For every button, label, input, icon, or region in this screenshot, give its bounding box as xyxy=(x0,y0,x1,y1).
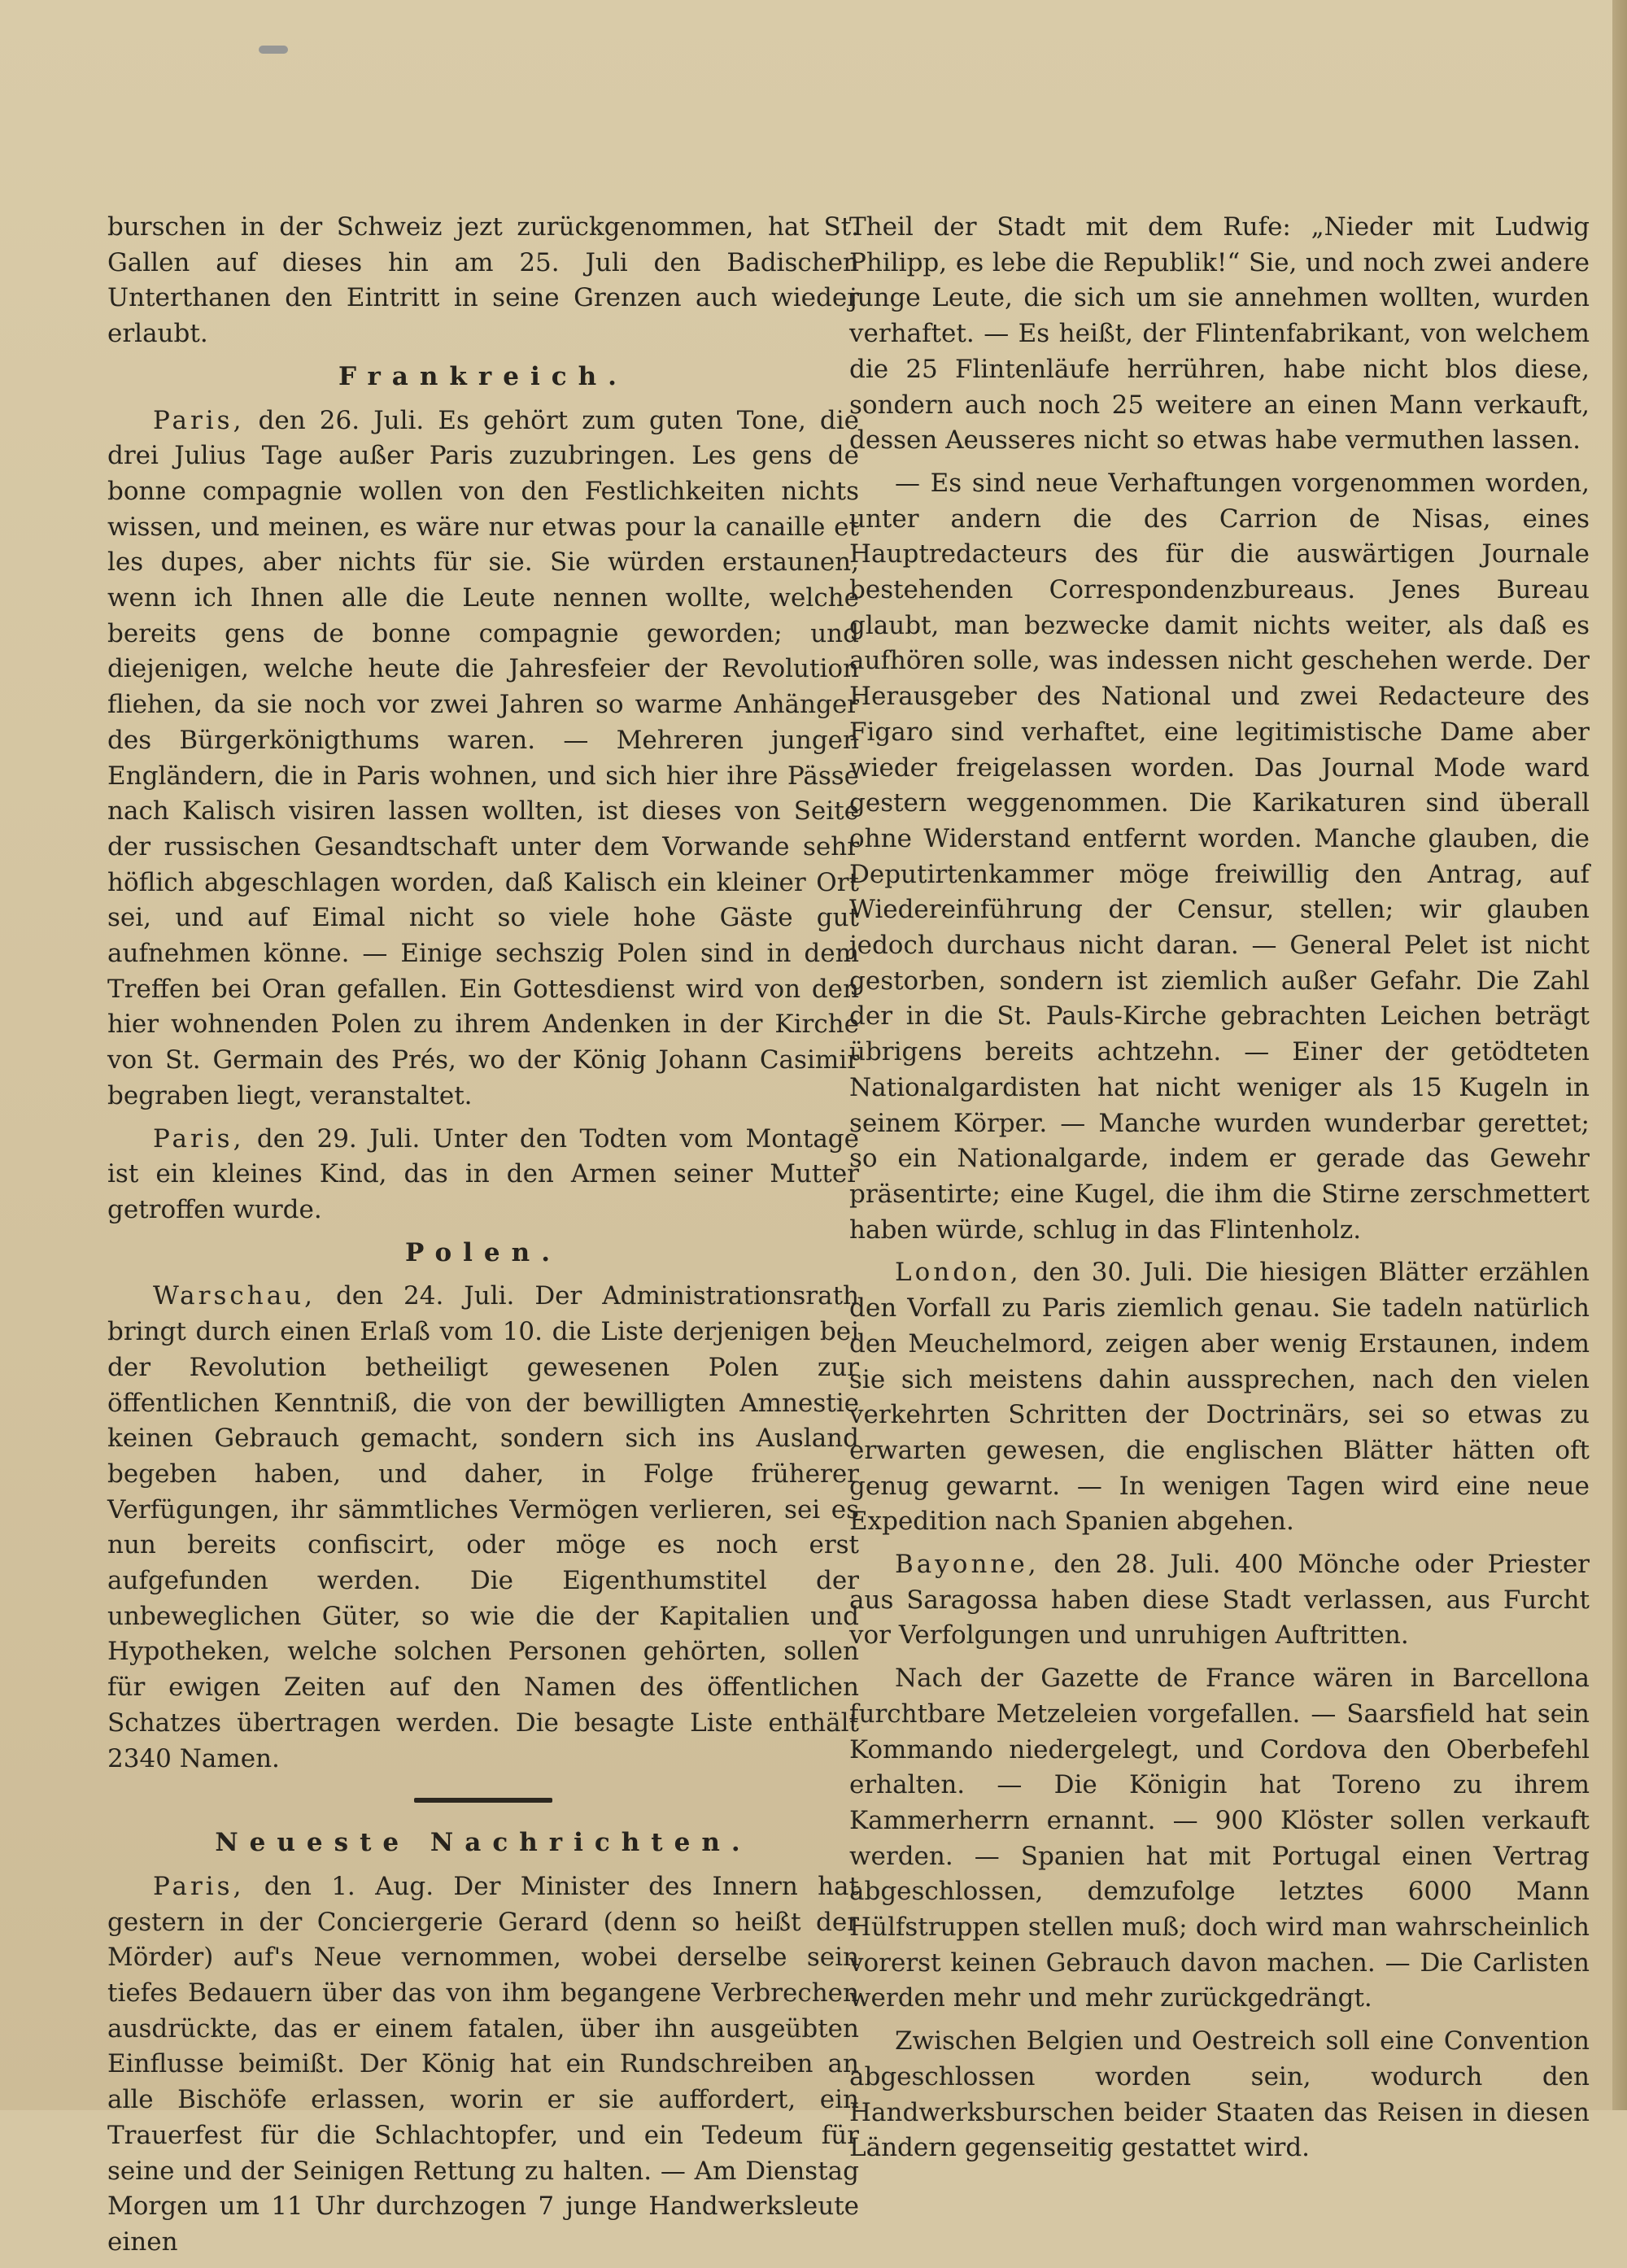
paragraph-verhaftungen: — Es sind neue Verhaftungen vorgenommen worden, unter andern die des Carrion de Nisas, eines Hauptredacteurs des für die auswärtigen Journale bestehenden Correspondenzbureaus. Jenes Bureau glaubt, man bezwecke damit nichts weiter, als daß es aufhören solle, was indessen nicht geschehen werde. Der Herausgeber des National und zwei Redacteure des Figaro sind verhaftet, eine legitimistische Dame aber wieder freigelassen worden. Das Journal Mode ward gestern weggenommen. Die Karikaturen sind überall ohne Widerstand entfernt worden. Manche glauben, die Deputirtenkammer möge freiwillig den Antrag, auf Wiedereinführung der Censur, stellen; wir glauben jedoch durchaus nicht daran. — General Pelet ist nicht gestorben, sondern ist ziemlich außer Gefahr. Die Zahl der in die St. Pauls-Kirche gebrachten Leichen beträgt übrigens bereits achtzehn. — Einer der getödteten Nationalgardisten hat nicht weniger als 15 Kugeln in seinem Körper. — Manche wurden wunderbar gerettet; so ein Nationalgarde, indem er gerade das Gewehr präsentirte; eine Kugel, die ihm die Stirne zerschmettert haben würde, schlug in das Flintenholz. xyxy=(849,468,1590,1245)
left-column xyxy=(107,210,859,2268)
dateline-place: Bayonne, xyxy=(895,1550,1040,1580)
paragraph-continuation: Theil der Stadt mit dem Rufe: „Nieder mit Ludwig Philipp, es lebe die Republik!“ Sie, und noch zwei andere junge Leute, die sich um sie annehmen wollten, wurden verhaftet. — Es heißt, der Flintenfabrikant, von welchem die 25 Flintenläufe herrühren, habe nicht blos diese, sondern auch noch 25 weitere an einen Mann verkauft, dessen Aeusseres nicht so etwas habe vermuthen lassen. xyxy=(849,212,1590,456)
paragraph-warschau xyxy=(107,1279,859,1777)
paragraph-text: den 1. Aug. Der Minister des Innern hat gestern in der Conciergerie Gerard (denn so heißt der Mörder) auf's Neue vernommen, wobei derselbe sein tiefes Bedauern über das von ihm begangene Verbrechen ausdrückte, das er einem fatalen, über ihn ausgeübten Einflusse beimißt. Der König hat ein Rundschreiben an alle Bischöfe erlassen, worin er sie auffordert, ein Trauerfest für die Schlachtopfer, und ein Tedeum für seine und der Seinigen Rettung zu halten. — Am Dienstag Morgen um 11 Uhr durchzogen 7 junge Handwerksleute einen xyxy=(107,1871,859,2257)
paragraph-barcellona: Nach der Gazette de France wären in Barcellona furchtbare Metzeleien vorgefallen. — Saarsfield hat sein Kommando niedergelegt, und Cordova den Oberbefehl erhalten. — Die Königin hat Toreno zu ihrem Kammerherrn ernannt. — 900 Klöster sollen verkauft werden. — Spanien hat mit Portugal einen Vertrag abgeschlossen, demzufolge letztes 6000 Mann Hülfstruppen stellen muß; doch wird man wahrscheinlich vorerst keinen Gebrauch davon machen. — Die Carlisten werden mehr und mehr zurückgedrängt. xyxy=(849,1664,1590,2013)
paragraph-bayonne xyxy=(849,1547,1590,1654)
paragraph-paris-29-juli xyxy=(107,1122,859,1228)
section-divider xyxy=(414,1798,552,1803)
paragraph-text: den 29. Juli. Unter den Todten vom Montage ist ein kleines Kind, das in den Armen seiner Mutter getroffen wurde. xyxy=(107,1123,859,1224)
paragraph-london xyxy=(849,1255,1590,1540)
dateline-place: Paris, xyxy=(153,405,245,435)
paragraph-schweiz: burschen in der Schweiz jezt zurückgenommen, hat St. Gallen auf dieses hin am 25. Juli den Badischen Unterthanen den Eintritt in seine Grenzen auch wieder erlaubt. xyxy=(107,212,859,349)
dateline-place: London, xyxy=(895,1258,1022,1288)
paragraph-paris-26-juli xyxy=(107,403,859,1114)
ink-smudge xyxy=(259,46,288,54)
paragraph-paris-1-aug xyxy=(107,1869,859,2261)
paragraph-belgien-oestreich: Zwischen Belgien und Oestreich soll eine Convention abgeschlossen worden sein, wodurch den Handwerksburschen beider Staaten das Reisen in diesen Ländern gegenseitig gestattet wird. xyxy=(849,2026,1590,2163)
section-heading-frankreich: Frankreich. xyxy=(338,361,628,391)
paragraph-text: den 30. Juli. Die hiesigen Blätter erzählen den Vorfall zu Paris ziemlich genau. Sie tadeln natürlich den Meuchelmord, zeigen aber wenig Erstaunen, indem sie sich meistens dahin aussprechen, nach den vielen verkehrten Schritten der Doctrinärs, sei so etwas zu erwarten gewesen, die englischen Blätter hätten oft genug gewarnt. — In wenigen Tagen wird eine neue Expedition nach Spanien abgehen. xyxy=(849,1258,1590,1537)
dateline-place: Paris, xyxy=(153,1123,245,1154)
section-heading-polen: Polen. xyxy=(405,1237,561,1267)
paragraph-text: den 28. Juli. 400 Mönche oder Priester aus Saragossa haben diese Stadt verlassen, aus Furcht vor Verfolgungen und unruhigen Auftritten. xyxy=(849,1550,1590,1651)
right-column xyxy=(849,210,1590,2174)
section-heading-neueste-nachrichten: Neueste Nachrichten. xyxy=(215,1828,752,1858)
dateline-place: Warschau, xyxy=(153,1281,316,1311)
paragraph-text: den 26. Juli. Es gehört zum guten Tone, die drei Julius Tage außer Paris zuzubringen. Les gens de bonne compagnie wollen von den Festlichkeiten nichts wissen, und meinen, es wäre nur etwas pour la canaille et les dupes, aber nichts für sie. Sie würden erstaunen, wenn ich Ihnen alle die Leute nennen wollte, welche bereits gens de bonne compagnie geworden; und diejenigen, welche heute die Jahresfeier der Revolution fliehen, da sie noch vor zwei Jahren so warme Anhänger des Bürgerkönigthums waren. — Mehreren jungen Engländern, die in Paris wohnen, und sich hier ihre Pässe nach Kalisch visiren lassen wollten, ist dieses von Seite der russischen Gesandtschaft unter dem Vorwande sehr höflich abgeschlagen worden, daß Kalisch ein kleiner Ort sei, und auf Eimal nicht so viele hohe Gäste gut aufnehmen könne. — Einige sechszig Polen sind in dem Treffen bei Oran gefallen. Ein Gottesdienst wird von den hier wohnenden Polen zu ihrem Andenken in der Kirche von St. Germain des Prés, wo der König Johann Casimir begraben liegt, veranstaltet. xyxy=(107,405,859,1110)
paragraph-text: den 24. Juli. Der Administrationsrath bringt durch einen Erlaß vom 10. die Liste derjenigen bei der Revolution betheiligt gewesenen Polen zur öffentlichen Kenntniß, die von der bewilligten Amnestie keinen Gebrauch gemacht, sondern sich ins Ausland begeben haben, und daher, in Folge früherer Verfügungen, ihr sämmtliches Vermögen verlieren, sei es nun bereits confiscirt, oder möge es noch erst aufgefunden werden. Die Eigenthumstitel der unbeweglichen Güter, so wie die der Kapitalien und Hypotheken, welche solchen Personen gehörten, sollen für ewigen Zeiten auf den Namen des öffentlichen Schatzes übertragen werden. Die besagte Liste enthält 2340 Namen. xyxy=(107,1281,859,1773)
page-spine-edge xyxy=(1612,0,1627,2110)
dateline-place: Paris, xyxy=(153,1871,245,1901)
